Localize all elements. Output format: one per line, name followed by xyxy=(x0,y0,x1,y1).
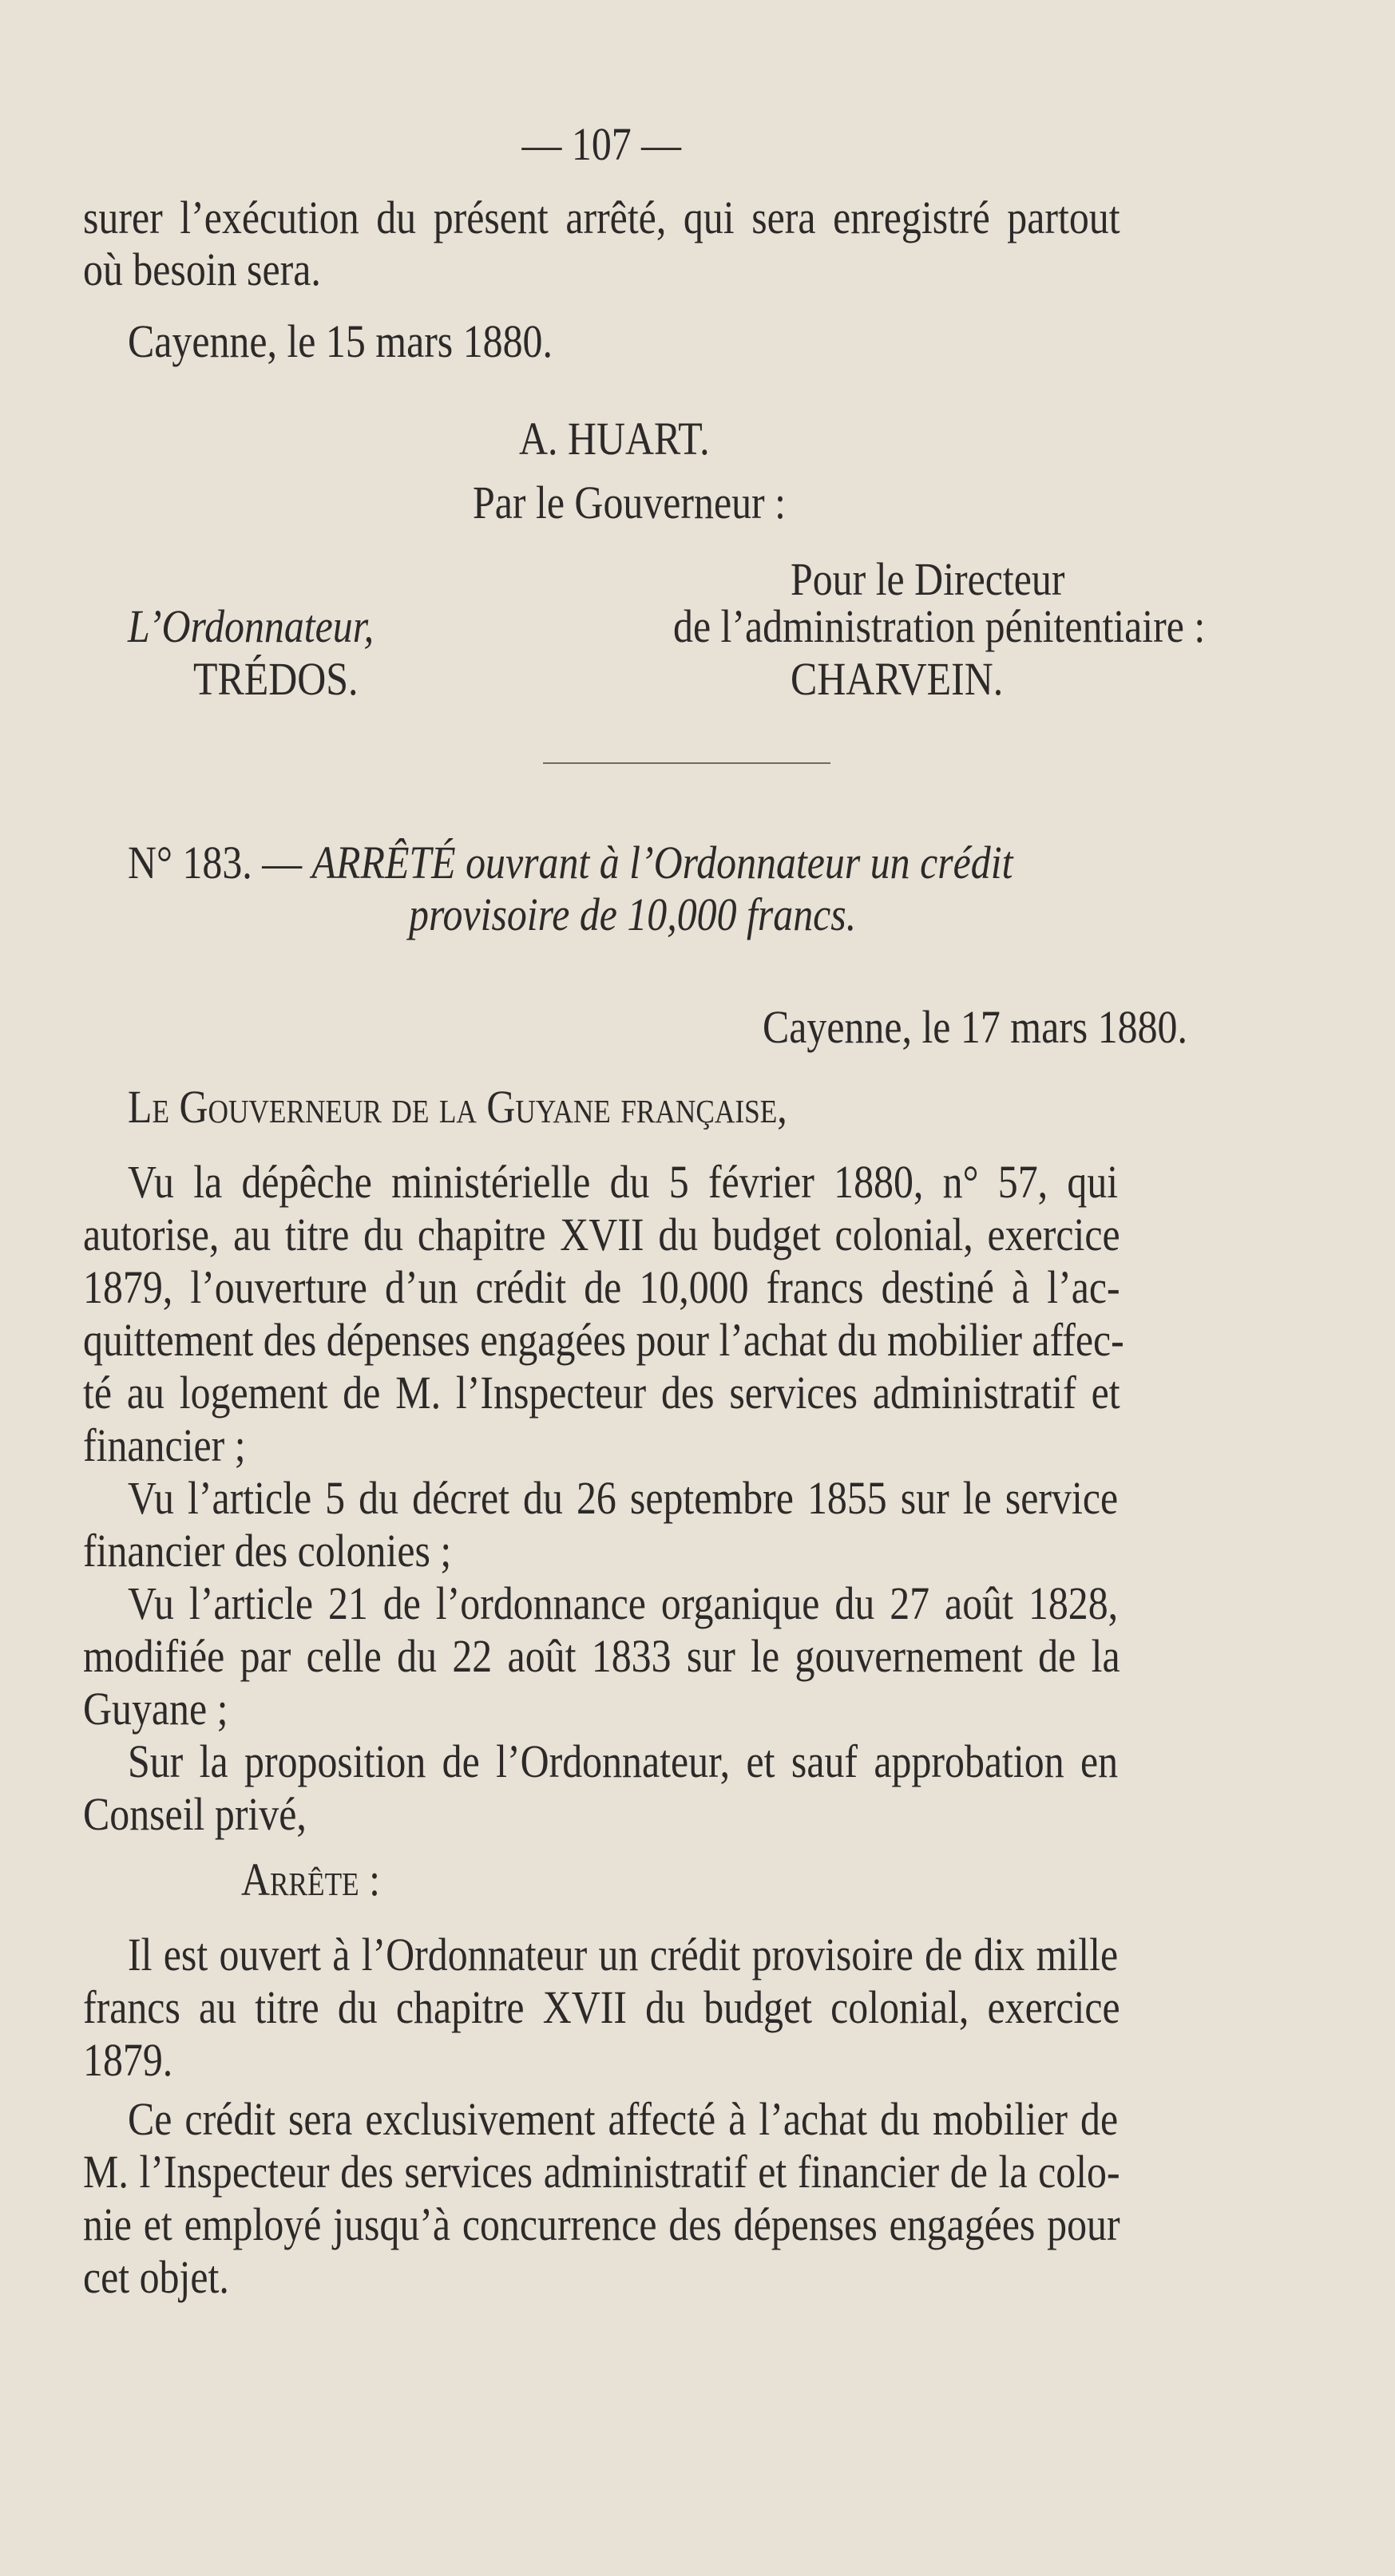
article-1-line: francs au titre du chapitre XVII du budget colonial, exercice xyxy=(83,1981,1120,2033)
vu-1-line: 1879, l’ouverture d’un crédit de 10,000 francs destiné à l’ac- xyxy=(83,1261,1120,1313)
continuation-line-2: où besoin sera. xyxy=(83,243,321,295)
signatory: A. HUART. xyxy=(519,413,710,465)
sur-proposition-line: Sur la proposition de l’Ordonnateur, et sauf approbation en xyxy=(128,1735,1119,1787)
vu-3-line: Guyane ; xyxy=(83,1683,228,1735)
decree-heading xyxy=(128,837,1165,889)
article-2-line: M. l’Inspecteur des services administratif et financier de la colo- xyxy=(83,2146,1120,2198)
countersign-right-title-1: Pour le Directeur xyxy=(791,553,1065,605)
par-le-gouverneur: Par le Gouverneur : xyxy=(473,477,786,528)
countersign-left-title: L’Ordonnateur, xyxy=(128,600,375,652)
countersign-left-name: TRÉDOS. xyxy=(193,653,359,705)
sur-proposition-line: Conseil privé, xyxy=(83,1788,307,1840)
vu-3-line: Vu l’article 21 de l’ordonnance organique du 27 août 1828, xyxy=(128,1577,1119,1629)
decree-number: N° 183. — xyxy=(128,837,303,888)
preamble: Le Gouverneur de la Guyane française, xyxy=(128,1081,787,1133)
vu-1-line: financier ; xyxy=(83,1419,246,1471)
decree-title-line-1: ARRÊTÉ ouvrant à l’Ordonnateur un crédit xyxy=(311,837,1013,888)
vu-2-line: financier des colonies ; xyxy=(83,1525,452,1577)
vu-1-line: Vu la dépêche ministérielle du 5 février 1880, n° 57, qui xyxy=(128,1156,1119,1208)
continuation-line-1: surer l’exécution du présent arrêté, qui sera enregistré partout xyxy=(83,192,1120,243)
article-2-line: cet objet. xyxy=(83,2251,229,2303)
arrete-heading: Arrête : xyxy=(241,1854,381,1905)
vu-1-line: quittement des dépenses engagées pour l’achat du mobilier affec- xyxy=(83,1314,1124,1366)
countersign-right-title-2: de l’administration pénitentiaire : xyxy=(673,600,1206,652)
countersign-right-name: CHARVEIN. xyxy=(791,653,1004,705)
section-divider xyxy=(543,762,830,764)
article-1-line: Il est ouvert à l’Ordonnateur un crédit provisoire de dix mille xyxy=(128,1929,1119,1980)
article-2-line: nie et employé jusqu’à concurrence des dépenses engagées pour xyxy=(83,2198,1120,2250)
article-2-line: Ce crédit sera exclusivement affecté à l’achat du mobilier de xyxy=(128,2093,1119,2145)
vu-1-line: autorise, au titre du chapitre XVII du budget colonial, exercice xyxy=(83,1209,1120,1260)
vu-3-line: modifiée par celle du 22 août 1833 sur le gouvernement de la xyxy=(83,1630,1120,1682)
decree-dateline: Cayenne, le 17 mars 1880. xyxy=(763,1001,1187,1053)
article-1-line: 1879. xyxy=(83,2034,173,2086)
vu-2-line: Vu l’article 5 du décret du 26 septembre 1855 sur le service xyxy=(128,1472,1119,1524)
vu-1-line: té au logement de M. l’Inspecteur des services administratif et xyxy=(83,1367,1120,1419)
decree-title-line-2: provisoire de 10,000 francs. xyxy=(409,888,857,940)
dateline-1: Cayenne, le 15 mars 1880. xyxy=(128,315,553,367)
page-number: — 107 — xyxy=(521,118,682,170)
